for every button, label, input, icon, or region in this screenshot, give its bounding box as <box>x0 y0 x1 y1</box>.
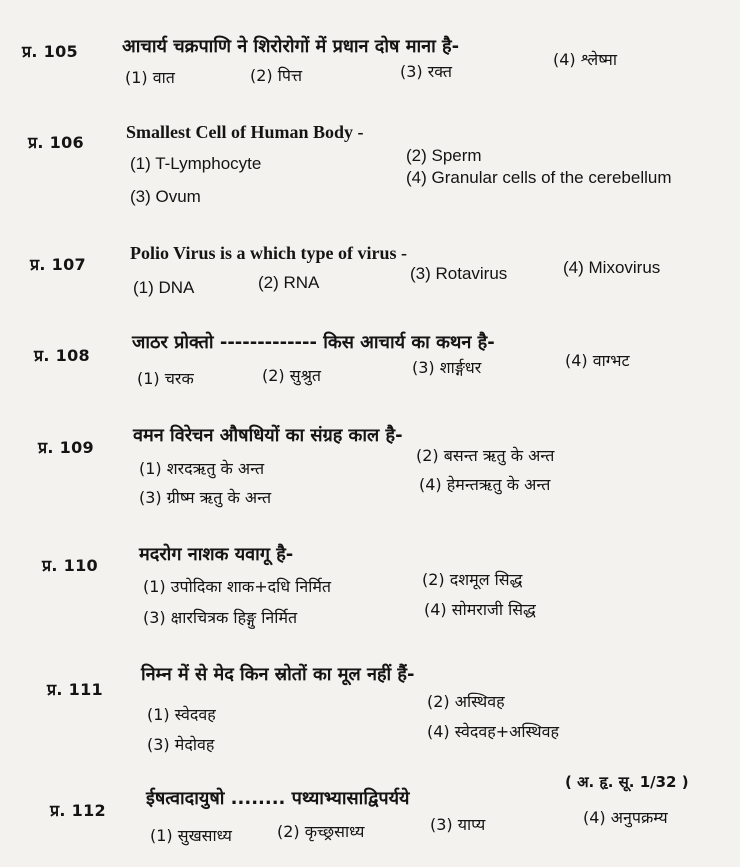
option-4: (4) अनुपक्रम्य <box>583 808 668 827</box>
option-2: (2) अस्थिवह <box>427 692 505 711</box>
option-1: (1) चरक <box>137 369 194 388</box>
option-4: (4) वाग्भट <box>565 351 630 370</box>
option-3: (3) Ovum <box>130 187 201 206</box>
question-stem: मदरोग नाशक यवागू है- <box>139 544 294 565</box>
question-number: प्र. 108 <box>34 346 90 365</box>
option-1: (1) शरदऋतु के अन्त <box>139 459 265 478</box>
option-3: (3) ग्रीष्म ऋतु के अन्त <box>139 488 272 507</box>
option-4: (4) स्वेदवह+अस्थिवह <box>427 722 560 741</box>
question-number: प्र. 106 <box>28 133 84 152</box>
option-2: (2) पित्त <box>250 66 303 85</box>
option-2: (2) RNA <box>258 273 320 292</box>
option-4: (4) श्लेष्मा <box>553 50 617 69</box>
option-3: (3) याप्य <box>430 815 486 834</box>
question-number: प्र. 109 <box>38 438 94 457</box>
question-stem: आचार्य चक्रपाणि ने शिरोरोगों में प्रधान दोष माना है- <box>122 36 460 57</box>
question-stem: Smallest Cell of Human Body - <box>126 122 364 142</box>
option-1: (1) सुखसाध्य <box>150 826 232 845</box>
option-1: (1) DNA <box>133 278 195 297</box>
option-3: (3) Rotavirus <box>410 264 508 283</box>
option-2: (2) Sperm <box>406 146 482 165</box>
question-number: प्र. 110 <box>42 556 98 575</box>
question-stem: वमन विरेचन औषधियों का संग्रह काल है- <box>133 425 403 446</box>
question-stem: ईषत्वादायुषो ........ पथ्याभ्यासाद्विपर्यये <box>146 788 410 809</box>
option-2: (2) कृच्छ्रसाध्य <box>277 822 365 841</box>
question-stem: जाठर प्रोक्तो ------------- किस आचार्य का कथन है- <box>132 332 495 353</box>
option-1: (1) T-Lymphocyte <box>130 154 262 173</box>
question-number: प्र. 111 <box>47 680 103 699</box>
option-1: (1) वात <box>125 68 175 87</box>
question-number: प्र. 112 <box>50 801 106 820</box>
option-1: (1) स्वेदवह <box>147 705 216 724</box>
question-stem: निम्न में से मेद किन स्रोतों का मूल नहीं हैं- <box>141 664 415 685</box>
question-number: प्र. 105 <box>22 42 78 61</box>
option-3: (3) क्षारचित्रक हिङ्गु निर्मित <box>143 608 298 627</box>
option-3: (3) रक्त <box>400 62 452 81</box>
option-4: (4) हेमन्तऋतु के अन्त <box>419 475 551 494</box>
option-4: (4) Mixovirus <box>563 258 661 277</box>
option-1: (1) उपोदिका शाक+दधि निर्मित <box>143 577 332 596</box>
option-2: (2) बसन्त ऋतु के अन्त <box>416 446 555 465</box>
question-stem: Polio Virus is a which type of virus - <box>130 243 408 263</box>
option-2: (2) सुश्रुत <box>262 366 322 385</box>
option-3: (3) मेदोवह <box>147 735 215 754</box>
question-number: प्र. 107 <box>30 255 86 274</box>
option-4: (4) सोमराजी सिद्ध <box>424 600 536 619</box>
option-4: (4) Granular cells of the cerebellum <box>406 168 672 187</box>
option-3: (3) शार्ङ्गधर <box>412 358 482 377</box>
option-2: (2) दशमूल सिद्ध <box>422 570 523 589</box>
source-reference: ( अ. हृ. सू. 1/32 ) <box>565 773 689 791</box>
